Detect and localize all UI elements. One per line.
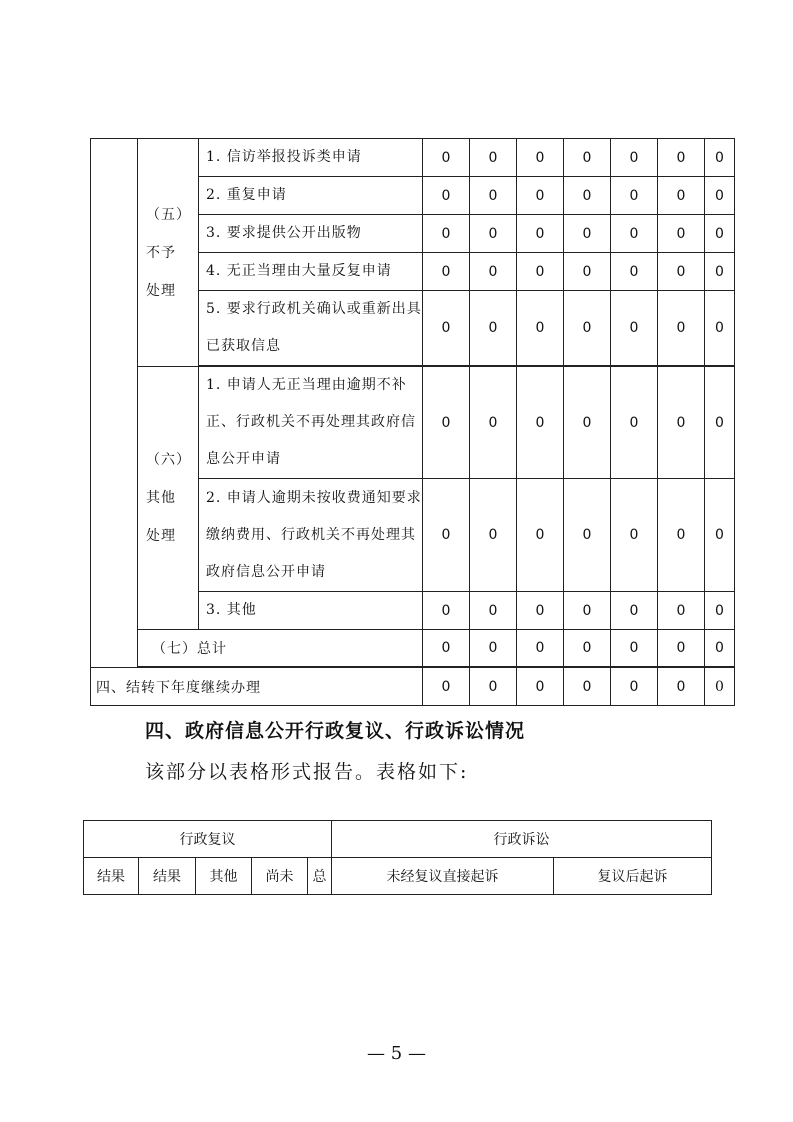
- value-cell: 0: [564, 479, 611, 592]
- table-row: [91, 367, 735, 479]
- value-cell: 0: [611, 177, 658, 215]
- value-cell: 0: [658, 291, 705, 366]
- value-cell: 0: [470, 253, 517, 291]
- value-cell: 0: [423, 215, 470, 253]
- value-cell: 0: [564, 592, 611, 630]
- value-cell: 0: [470, 592, 517, 630]
- row-label: 1. 申请人无正当理由逾期不补正、行政机关不再处理其政府信息公开申请: [199, 367, 423, 479]
- group-label: （六）其他处理: [146, 452, 184, 544]
- review-litigation-table: [83, 820, 712, 895]
- table-header-row: [84, 821, 712, 858]
- value-cell: 0: [611, 253, 658, 291]
- value-cell: 0: [658, 139, 705, 177]
- value-cell: 0: [658, 592, 705, 630]
- value-cell: 0: [423, 630, 470, 667]
- value-cell: 0: [705, 630, 735, 667]
- value-cell: 0: [611, 592, 658, 630]
- subheader-cell: 结果: [84, 858, 139, 895]
- row-label: 3. 要求提供公开出版物: [199, 215, 423, 253]
- row-label: 1. 信访举报投诉类申请: [199, 139, 423, 177]
- value-cell: 0: [470, 177, 517, 215]
- group-cell-other-processing: [138, 367, 199, 630]
- value-cell: 0: [658, 630, 705, 667]
- value-cell: 0: [611, 139, 658, 177]
- value-cell: 0: [517, 668, 564, 706]
- value-cell: 0: [517, 253, 564, 291]
- row-label: 4. 无正当理由大量反复申请: [199, 253, 423, 291]
- value-cell: 0: [611, 668, 658, 706]
- subheader-cell: 尚未: [252, 858, 308, 895]
- value-cell: 0: [423, 592, 470, 630]
- value-cell: 0: [517, 479, 564, 592]
- value-cell: 0: [423, 253, 470, 291]
- subheader-cell: 结果: [139, 858, 196, 895]
- row-label: 2. 重复申请: [199, 177, 423, 215]
- value-cell: 0: [705, 668, 735, 706]
- header-admin-litigation: 行政诉讼: [332, 821, 712, 858]
- header-admin-reconsideration: 行政复议: [84, 821, 332, 858]
- value-cell: 0: [470, 291, 517, 366]
- value-cell: 0: [423, 479, 470, 592]
- value-cell: 0: [705, 253, 735, 291]
- value-cell: 0: [470, 479, 517, 592]
- value-cell: 0: [705, 367, 735, 479]
- table-row-total: [91, 630, 735, 667]
- value-cell: 0: [658, 177, 705, 215]
- value-cell: 0: [470, 630, 517, 667]
- value-cell: 0: [705, 291, 735, 366]
- section-heading: 四、政府信息公开行政复议、行政诉讼情况: [145, 720, 526, 742]
- outer-blank-cell: [91, 139, 138, 668]
- value-cell: 0: [564, 177, 611, 215]
- value-cell: 0: [564, 668, 611, 706]
- value-cell: 0: [564, 291, 611, 366]
- value-cell: 0: [564, 367, 611, 479]
- value-cell: 0: [423, 367, 470, 479]
- row-label: 5. 要求行政机关确认或重新出具已获取信息: [199, 291, 423, 366]
- total-label: （七）总计: [138, 630, 423, 667]
- value-cell: 0: [517, 592, 564, 630]
- value-cell: 0: [705, 479, 735, 592]
- value-cell: 0: [517, 291, 564, 366]
- value-cell: 0: [423, 177, 470, 215]
- value-cell: 0: [705, 177, 735, 215]
- table-row-carry-over: [91, 668, 735, 706]
- subheader-cell: 总: [308, 858, 332, 895]
- subheader-direct-suit: 未经复议直接起诉: [332, 858, 554, 895]
- page-number: — 5 —: [367, 1043, 426, 1064]
- value-cell: 0: [611, 367, 658, 479]
- value-cell: 0: [705, 592, 735, 630]
- subheader-cell: 其他: [196, 858, 252, 895]
- value-cell: 0: [611, 215, 658, 253]
- value-cell: 0: [564, 630, 611, 667]
- row-label: 3. 其他: [199, 592, 423, 630]
- value-cell: 0: [517, 630, 564, 667]
- value-cell: 0: [564, 253, 611, 291]
- value-cell: 0: [658, 668, 705, 706]
- value-cell: 0: [423, 291, 470, 366]
- value-cell: 0: [517, 367, 564, 479]
- value-cell: 0: [658, 367, 705, 479]
- value-cell: 0: [470, 668, 517, 706]
- row-label: 2. 申请人逾期未按收费通知要求缴纳费用、行政机关不再处理其政府信息公开申请: [199, 479, 423, 592]
- value-cell: 0: [470, 139, 517, 177]
- value-cell: 0: [658, 253, 705, 291]
- application-outcome-table: [90, 138, 735, 706]
- value-cell: 0: [658, 215, 705, 253]
- value-cell: 0: [564, 215, 611, 253]
- value-cell: 0: [470, 367, 517, 479]
- table-subheader-row: [84, 858, 712, 895]
- value-cell: 0: [517, 215, 564, 253]
- value-cell: 0: [517, 177, 564, 215]
- value-cell: 0: [423, 139, 470, 177]
- value-cell: 0: [705, 215, 735, 253]
- group-label: （五）不予处理: [146, 206, 184, 299]
- section-intro: 该部分以表格形式报告。表格如下:: [145, 761, 469, 783]
- value-cell: 0: [658, 479, 705, 592]
- table-row: [91, 139, 735, 177]
- value-cell: 0: [611, 630, 658, 667]
- value-cell: 0: [705, 139, 735, 177]
- value-cell: 0: [423, 668, 470, 706]
- group-cell-not-processed: [138, 139, 199, 367]
- value-cell: 0: [611, 479, 658, 592]
- value-cell: 0: [517, 139, 564, 177]
- value-cell: 0: [470, 215, 517, 253]
- value-cell: 0: [564, 139, 611, 177]
- value-cell: 0: [611, 291, 658, 366]
- subheader-suit-after-review: 复议后起诉: [554, 858, 712, 895]
- carry-over-label: 四、结转下年度继续办理: [91, 668, 423, 706]
